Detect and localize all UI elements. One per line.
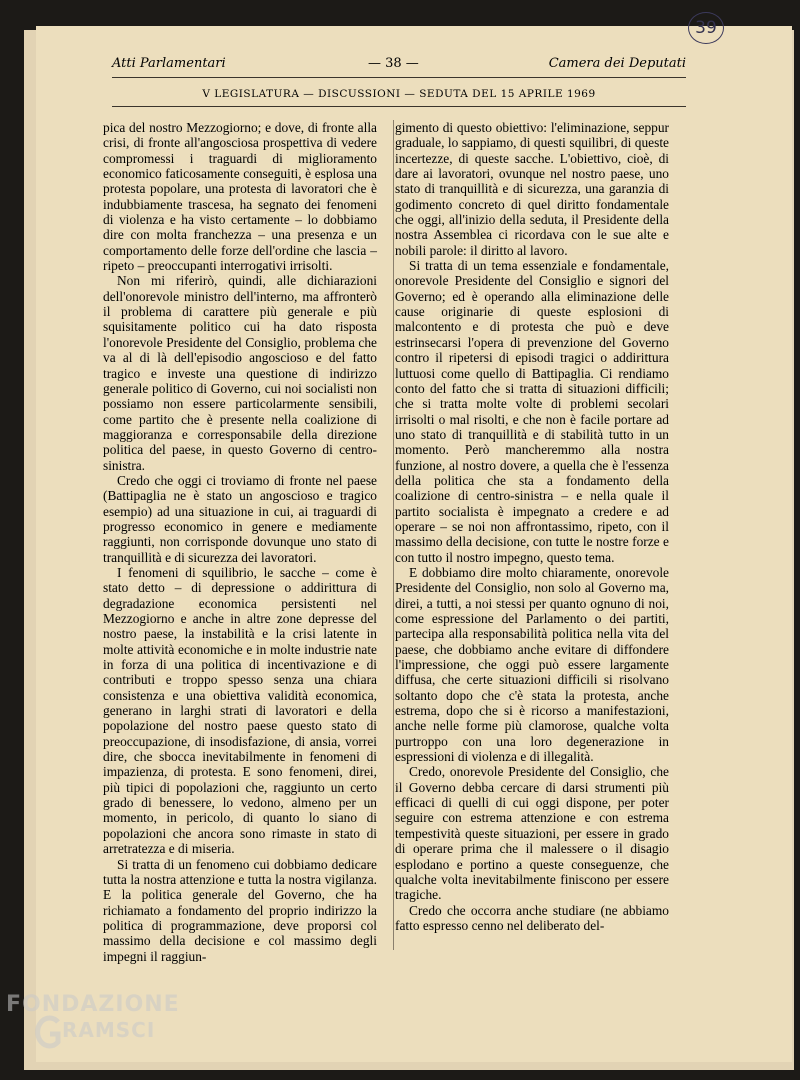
page-header: [112, 56, 686, 78]
paragraph: I fenomeni di squilibrio, le sacche – come è stato detto – di depressione o addirittura di degradazione economica persistenti nel Mezzogiorno e anche in altre zone depresse del nostro paese, la instabilità e la crisi latente in molte attività economiche e in molte industrie nate in forza di una politica di incentivazione e di contributi e troppo spesso senza una chiara consistenza e una obiettiva validità economica, generano in larghi strati di lavoratori e della popolazione del nostro paese questo stato di preoccupazione, di insodisfazione, di ansia, vorrei dire, che sbocca inevitabilmente in fenomeni di impazienza, di protesta. E sono fenomeni, direi, più tipici di popolazioni che, raggiunto un certo grado di benessere, lo vedono, almeno per un momento, in pericolo, di quanto lo siano di popolazioni che ancora sono rimaste in stato di arretratezza e di miseria.: [103, 564, 377, 857]
header-right: Camera dei Deputati: [548, 56, 686, 71]
watermark-line-1: FONDAZIONE: [6, 992, 180, 1017]
header-page-number: — 38 —: [368, 56, 419, 71]
header-rule: [112, 77, 686, 78]
handwritten-page-number: 39: [688, 12, 724, 44]
watermark-line-2: RAMSCI: [62, 1018, 156, 1042]
session-line: V LEGISLATURA — DISCUSSIONI — SEDUTA DEL 15 APRILE 1969: [202, 88, 596, 100]
right-column: [395, 120, 669, 933]
paragraph: Non mi riferirò, quindi, alle dichiarazioni dell'onorevole ministro dell'interno, ma affronterò il problema di carattere più generale e più squisitamente politico cui ha dato risposta l'onorevole Presidente del Consiglio, problema che va al di là dell'episodio angoscioso e del fatto tragico e investe una questione di indirizzo generale politico di Governo, cui noi socialisti non possiamo non essere particolarmente sensibili, come partito che è presente nella coalizione di maggioranza e corresponsabile della direzione politica del paese, in questo Governo di centro-sinistra.: [103, 273, 377, 473]
paragraph: Credo che occorra anche studiare (ne abbiamo fatto espresso cenno nel deliberato del-: [395, 902, 669, 933]
session-rule: [112, 106, 686, 107]
column-divider: [393, 120, 394, 950]
paragraph: gimento di questo obiettivo: l'eliminazione, seppur graduale, lo sappiamo, di questi squilibri, di queste incertezze, di queste sacche. L'obiettivo, cioè, di dare ai lavoratori, ovunque nel nostro paese, uno stato di tranquillità e di sicurezza, una garanzia di godimento concreto di quel diritto fondamentale che oggi, all'inizio della seduta, il Presidente della nostra Assemblea ci ricordava con le sue alte e nobili parole: il diritto al lavoro.: [395, 120, 669, 258]
paragraph: pica del nostro Mezzogiorno; e dove, di fronte alla crisi, di fronte all'angosciosa prospettiva di vedere compromessi i traguardi di miglioramento economico faticosamente conseguiti, è esplosa una protesta popolare, una protesta di lavoratori che è indubbiamente trascesa, ha segnato dei fenomeni di violenza e ha visto certamente – lo dobbiamo dire con molta franchezza – una presenza e un comportamento delle forze dell'ordine che lascia – ripeto – preoccupanti interrogativi irrisolti.: [103, 120, 377, 274]
fondazione-gramsci-watermark: [6, 992, 206, 1072]
paragraph: E dobbiamo dire molto chiaramente, onorevole Presidente del Consiglio, non solo al Governo ma, direi, a tutti, a noi stessi per quanto ognuno di noi, come espressione del Parlamento o dei partiti, partecipa alla responsabilità politica nella vita del paese, che dobbiamo anche evitare di diffondere l'impressione, che oggi può essere largamente diffusa, che certe situazioni difficili si risolvano soltanto dopo che c'è stata la protesta, anche estrema, dopo che si è ricorso a manifestazioni, anche nelle forme più clamorose, qualche volta purtroppo con una loro degenerazione in espressioni di violenza e di illegalità.: [395, 564, 669, 765]
header-left: Atti Parlamentari: [112, 56, 226, 71]
paragraph: Credo, onorevole Presidente del Consiglio, che il Governo debba cercare di darsi strumenti più efficaci di quelli di cui oggi dispone, per poter seguire con estrema attenzione e con estrema tempestività queste situazioni, per essere in grado di operare prima che il malessere o il disagio esplodano e portino a queste conseguenze, che qualche volta inevitabilmente finiscono per essere tragiche.: [395, 764, 669, 903]
paragraph: Credo che oggi ci troviamo di fronte nel paese (Battipaglia ne è stato un angoscioso e tragico esempio) ad una situazione in cui, ai traguardi di progresso economico in genere e mediamente raggiunti, non corrisponde dovunque uno stato di tranquillità e di sicurezza dei lavoratori.: [103, 472, 377, 565]
paragraph: Si tratta di un tema essenziale e fondamentale, onorevole Presidente del Consiglio e signori del Governo; ed è operando alla eliminazione delle cause originarie di queste esplosioni di malcontento e di protesta che può e deve estrinsecarsi l'opera di prevenzione del Governo contro il ripetersi di episodi tragici o addirittura luttuosi come quello di Battipaglia. Ci rendiamo conto del fatto che si tratta di situazioni difficili; che si tratta molte volte di problemi secolari irrisolti o mal risolti, e che non è facile portare ad uno stato di tranquillità e di stabilità tutto in un momento. Però mancheremmo alla nostra funzione, al nostro dovere, a quella che è l'essenza della politica che sta a fondamento della coalizione di centro-sinistra – e nella quale il partito socialista è impegnato a credere e ad operare – se noi non affrontassimo, ripeto, con il massimo della decisione, con tutte le nostre forze e con tutto il nostro impegno, questo tema.: [395, 258, 669, 565]
gramsci-g-logo-icon: [34, 1012, 64, 1052]
paragraph: Si tratta di un fenomeno cui dobbiamo dedicare tutta la nostra attenzione e tutta la nostra vigilanza. E la politica generale del Governo, che ha richiamato a fondamento del proprio indirizzo la politica di programmazione, deve proporsi col massimo della decisione e col massimo degli impegni il raggiun-: [103, 856, 377, 964]
left-column: [103, 120, 377, 964]
